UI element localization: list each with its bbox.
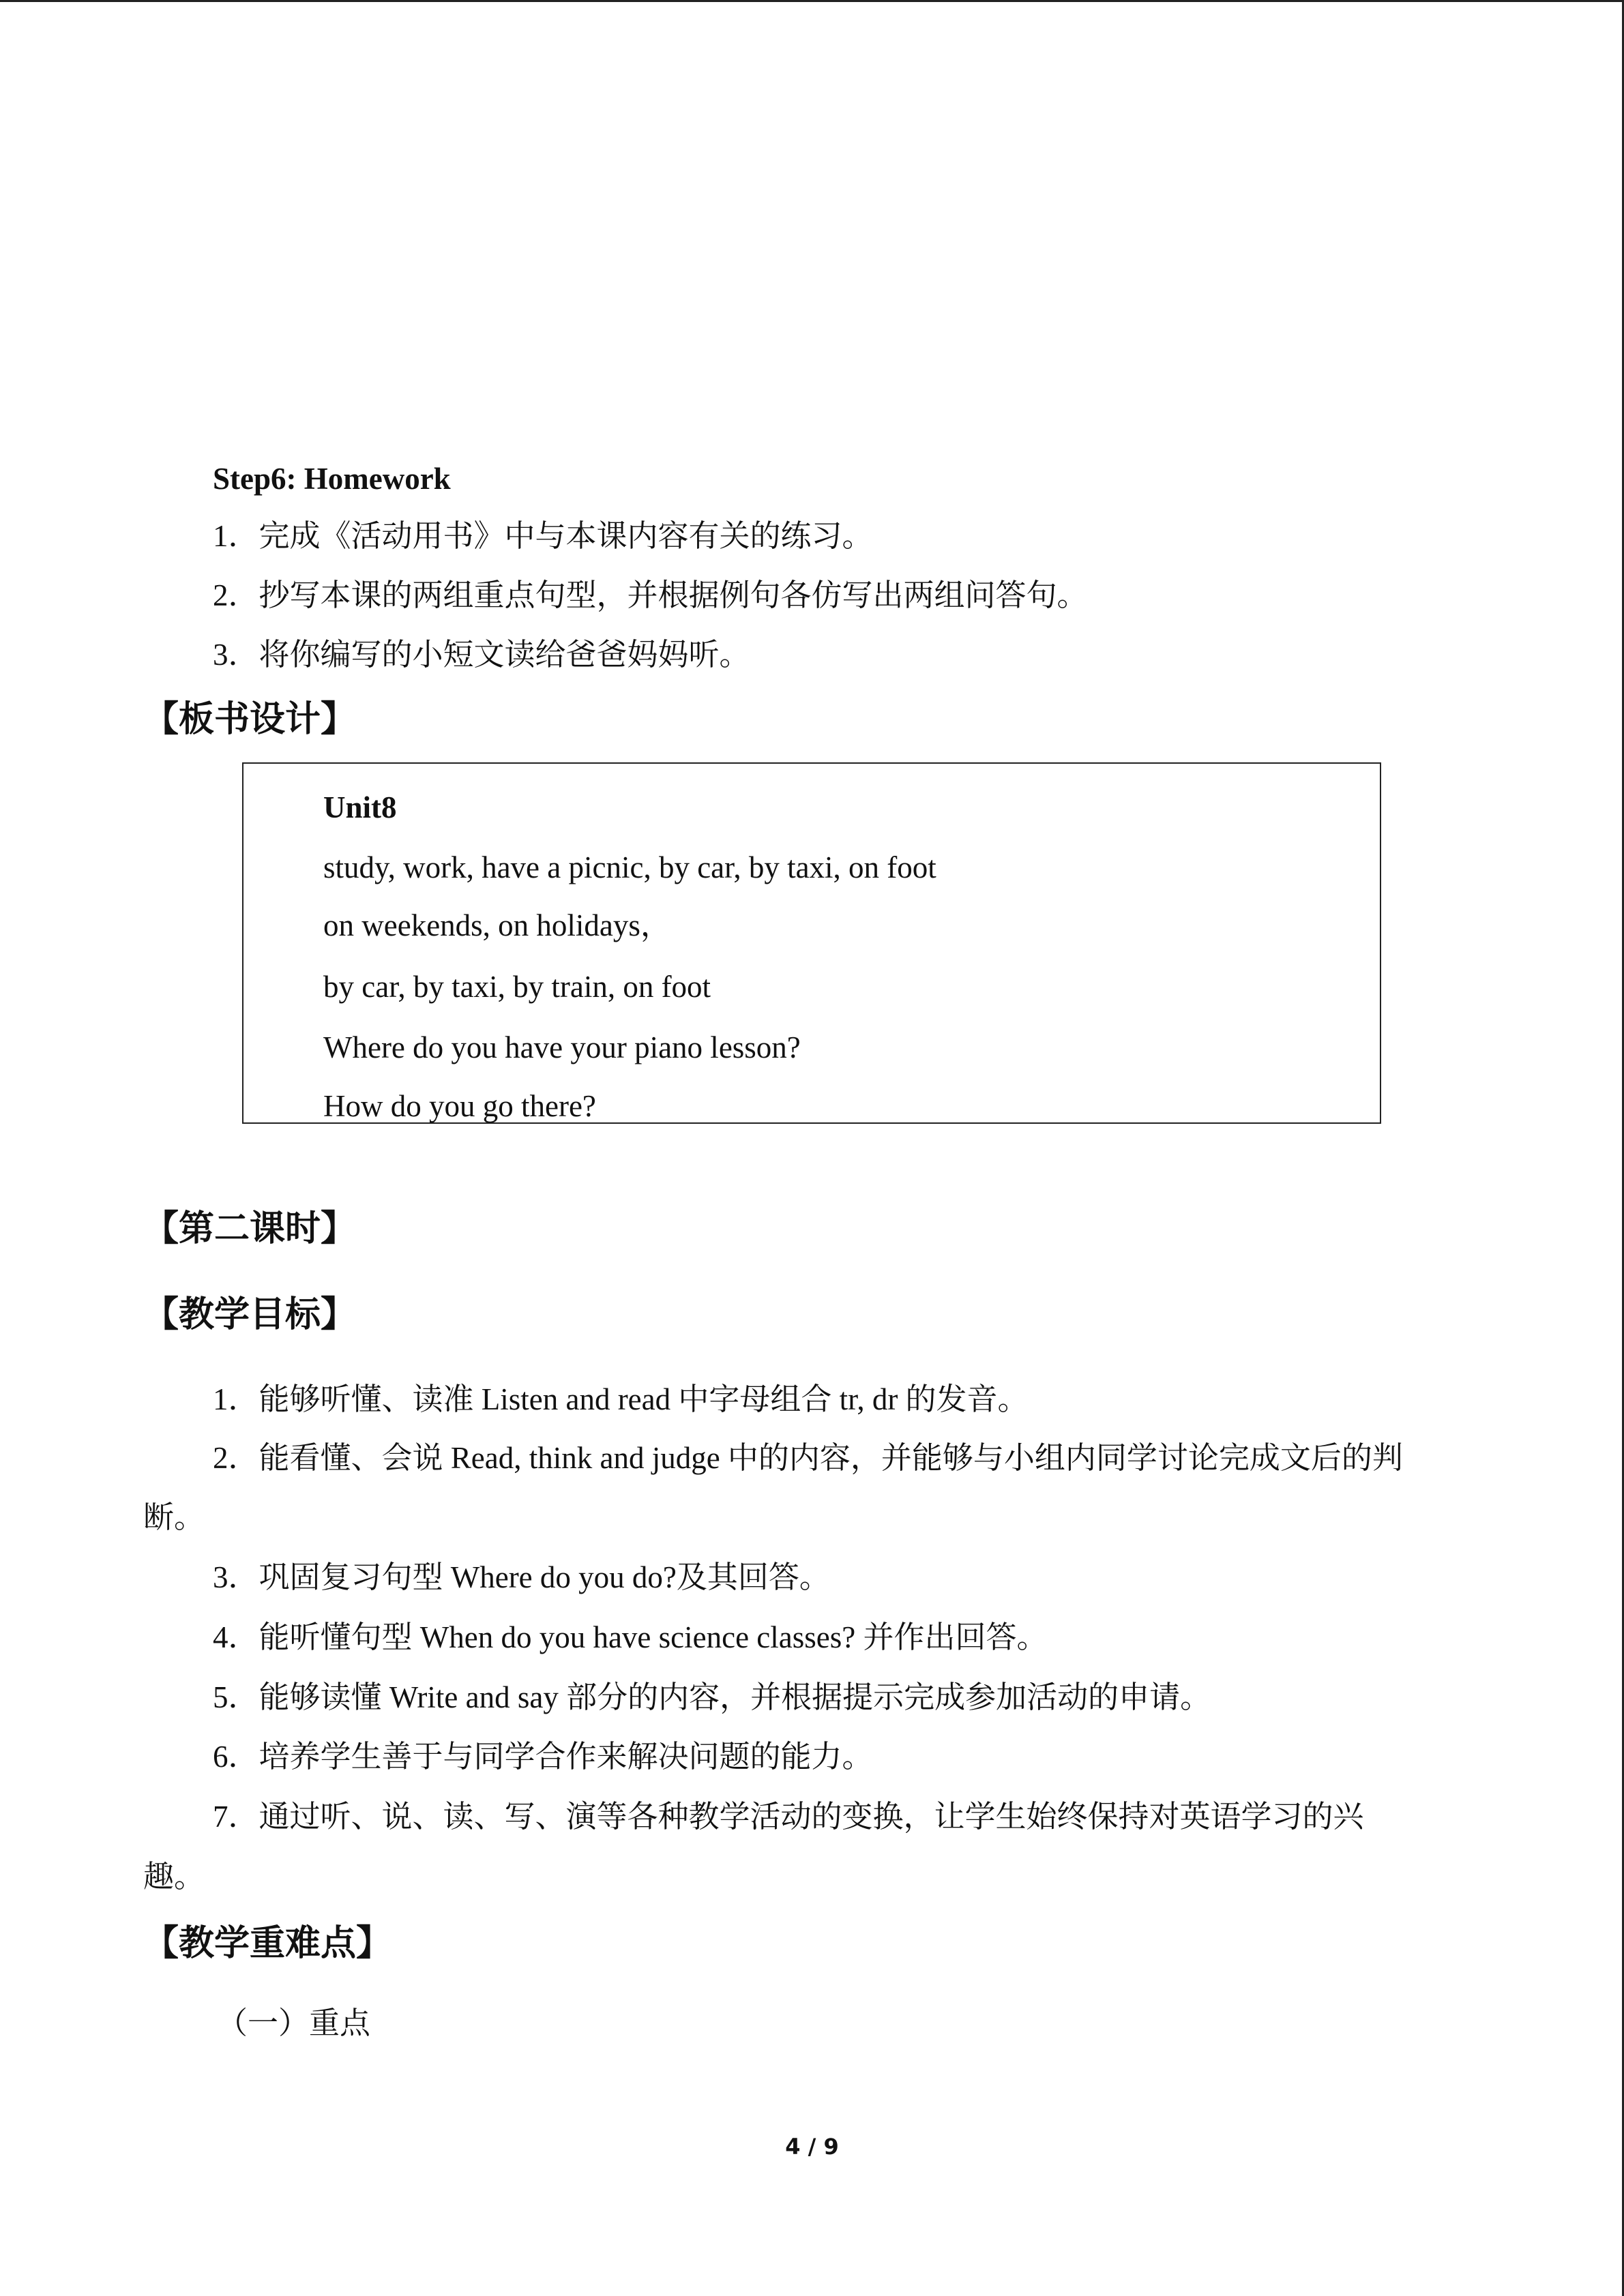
- homework-item-3: 3．将你编写的小短文读给爸爸妈妈听。: [213, 638, 750, 672]
- objective-item-7-cont: 趣。: [143, 1860, 205, 1894]
- board-line-2: on weekends, on holidays，: [323, 908, 671, 942]
- objective-item-2: 2．能看懂、会说 Read, think and judge 中的内容，并能够与小组内同学讨论完成文后的判: [213, 1441, 1403, 1475]
- board-line-3: by car, by taxi, by train, on foot: [323, 970, 711, 1004]
- page-number: 4 / 9: [785, 2134, 839, 2160]
- board-design-box: [242, 762, 1381, 1124]
- board-design-heading: 【板书设计】: [143, 699, 357, 740]
- board-title: Unit8: [323, 790, 397, 824]
- board-line-5: How do you go there?: [323, 1089, 596, 1123]
- second-lesson-heading: 【第二课时】: [143, 1208, 357, 1249]
- board-line-4: Where do you have your piano lesson?: [323, 1030, 801, 1064]
- objective-item-3: 3．巩固复习句型 Where do you do?及其回答。: [213, 1560, 830, 1594]
- objective-item-7: 7．通过听、说、读、写、演等各种教学活动的变换，让学生始终保持对英语学习的兴: [213, 1800, 1364, 1834]
- objective-item-6: 6．培养学生善于与同学合作来解决问题的能力。: [213, 1740, 873, 1774]
- key-points-heading: 【教学重难点】: [143, 1923, 392, 1964]
- key-points-sub: （一）重点: [217, 2006, 371, 2040]
- page-top-border: [0, 0, 1624, 2]
- board-line-1: study, work, have a picnic, by car, by taxi, on foot: [323, 850, 936, 884]
- homework-title: Step6: Homework: [213, 462, 451, 496]
- objective-item-1: 1．能够听懂、读准 Listen and read 中字母组合 tr, dr 的发音。: [213, 1382, 1029, 1416]
- objective-item-5: 5．能够读懂 Write and say 部分的内容，并根据提示完成参加活动的申请。: [213, 1680, 1211, 1714]
- objective-item-2-cont: 断。: [143, 1500, 205, 1534]
- homework-item-2: 2．抄写本课的两组重点句型，并根据例句各仿写出两组问答句。: [213, 578, 1088, 612]
- homework-item-1: 1．完成《活动用书》中与本课内容有关的练习。: [213, 519, 873, 553]
- objective-item-4: 4．能听懂句型 When do you have science classes? 并作出回答。: [213, 1620, 1048, 1654]
- objectives-heading: 【教学目标】: [143, 1294, 357, 1335]
